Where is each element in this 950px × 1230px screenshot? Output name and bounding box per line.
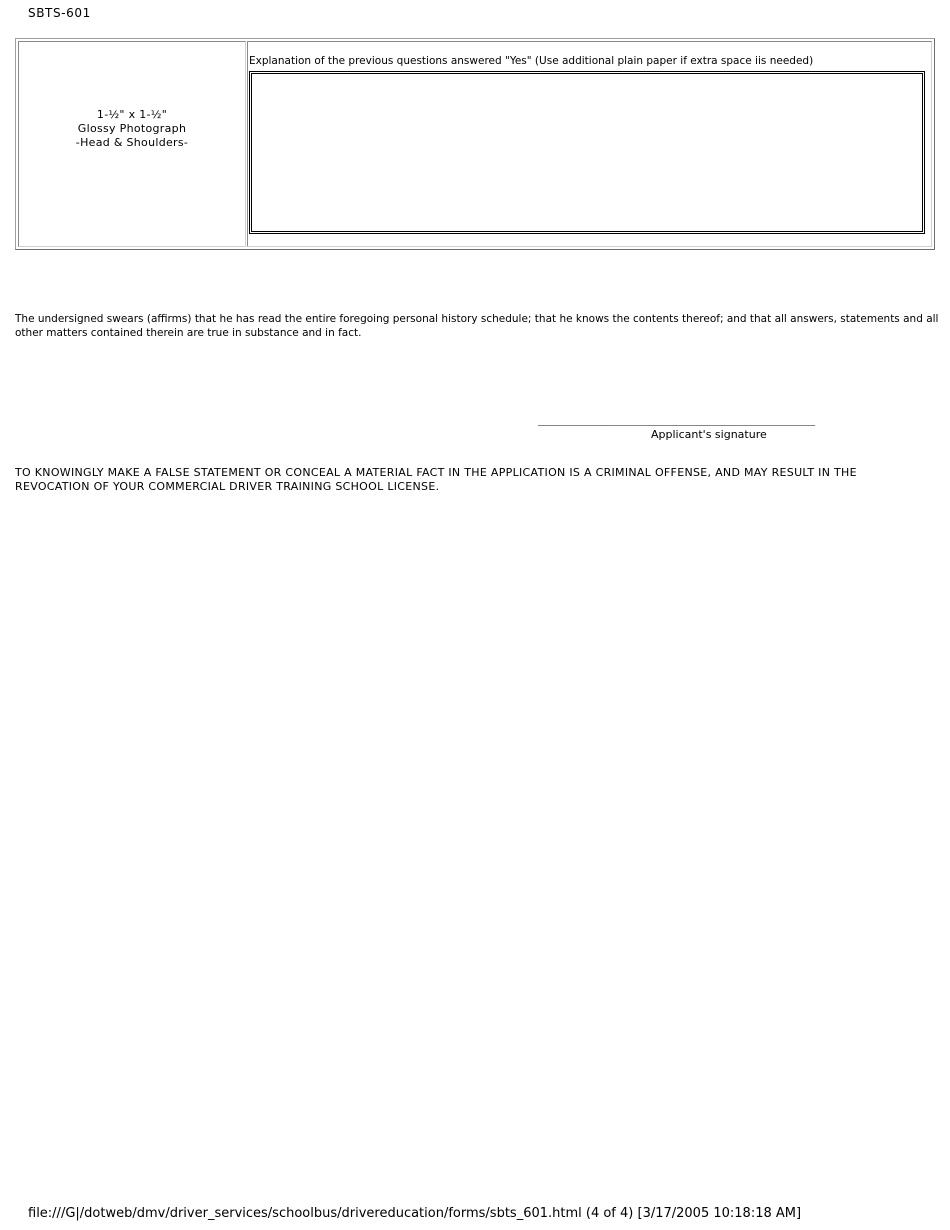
form-code: SBTS-601 xyxy=(28,6,91,20)
photo-framing-text: -Head & Shoulders- xyxy=(75,136,189,149)
explanation-textarea[interactable] xyxy=(249,71,925,234)
photo-size-text: 1-½" x 1-½" xyxy=(96,108,168,121)
explanation-cell xyxy=(247,41,932,247)
signature-line[interactable]: ________________________________________ xyxy=(538,412,815,426)
explanation-label: Explanation of the previous questions answered "Yes" (Use additional plain paper if extra space iis needed) xyxy=(249,55,814,67)
photo-placeholder-cell xyxy=(18,41,246,247)
legal-warning: TO KNOWINGLY MAKE A FALSE STATEMENT OR CONCEAL A MATERIAL FACT IN THE APPLICATION IS A CRIMINAL OFFENSE, AND MAY RESULT IN THE REVOCATION OF YOUR COMMERCIAL DRIVER TRAINING SCHOOL LICENSE. xyxy=(15,466,857,493)
photo-explanation-table xyxy=(15,38,935,250)
footer-file-path: file:///G|/dotweb/dmv/driver_services/schoolbus/drivereducation/forms/sbts_601.html (4 of 4) [3/17/2005 10:18:18 AM] xyxy=(28,1206,802,1221)
photo-type-text: Glossy Photograph xyxy=(77,122,187,135)
affirmation-statement: The undersigned swears (affirms) that he has read the entire foregoing personal history schedule; that he knows the contents thereof; and that all answers, statements and all other matters contained therein are true in substance and in fact. xyxy=(15,313,939,339)
signature-label: Applicant's signature xyxy=(651,428,767,441)
